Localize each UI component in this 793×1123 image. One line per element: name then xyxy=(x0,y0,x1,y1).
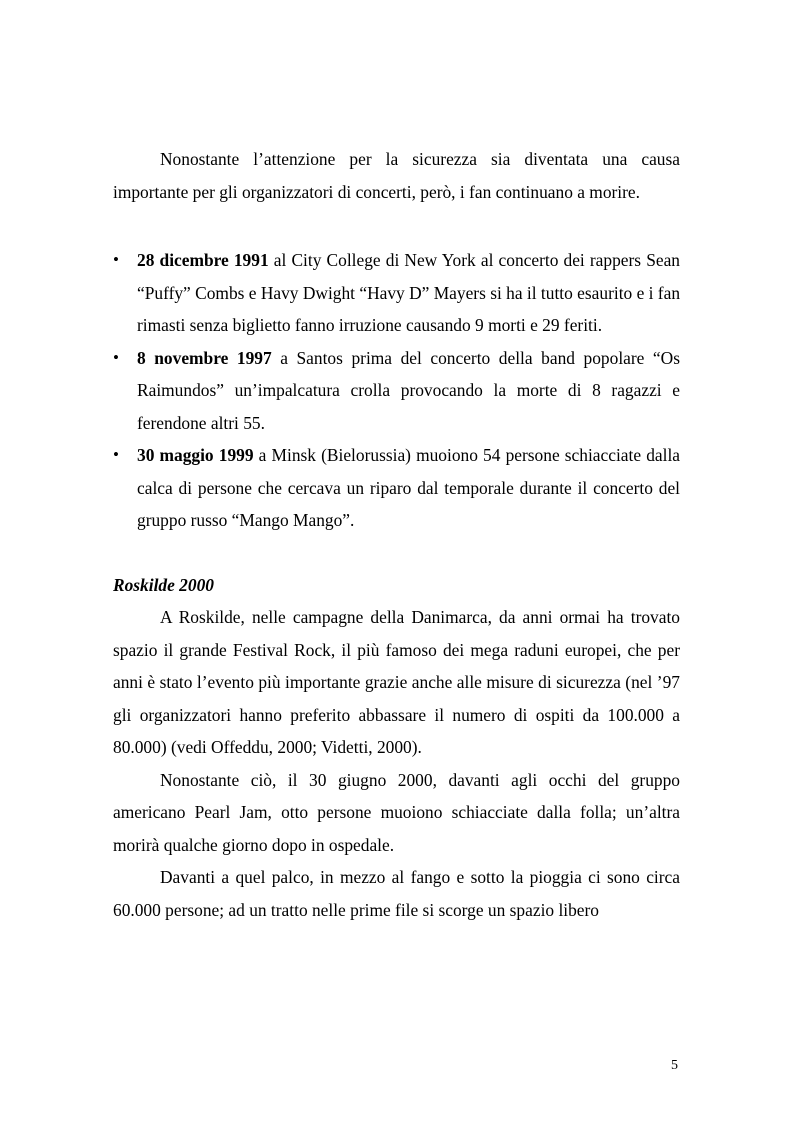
page-number: 5 xyxy=(671,1058,678,1073)
event-text: a Minsk (Bielorussia) muoiono 54 persone schiacciate dalla calca di persone che cercava un riparo dal temporale durante il concerto del gruppo russo “Mango Mango”. xyxy=(137,445,680,530)
body-paragraph: Nonostante ciò, il 30 giugno 2000, davanti agli occhi del gruppo americano Pearl Jam, otto persone muoiono schiacciate dalla folla; un’altra morirà qualche giorno dopo in ospedale. xyxy=(113,769,680,855)
intro-paragraph: Nonostante l’attenzione per la sicurezza sia diventata una causa importante per gli organizzatori di concerti, però, i fan continuano a morire. xyxy=(113,149,680,202)
event-date: 30 maggio 1999 xyxy=(137,445,254,465)
event-text: a Santos prima del concerto della band popolare “Os Raimundos” un’impalcatura crolla provocando la morte di 8 ragazzi e ferendone altri 55. xyxy=(137,347,680,433)
list-item xyxy=(113,244,680,342)
event-list xyxy=(113,244,680,537)
event-date: 28 dicembre 1991 xyxy=(137,250,269,270)
body-paragraph: Davanti a quel palco, in mezzo al fango e sotto la pioggia ci sono circa 60.000 persone; ad un tratto nelle prime file si scorge un spazio libero xyxy=(113,867,680,920)
event-text: al City College di New York al concerto dei rappers Sean “Puffy” Combs e Havy Dwight “Havy D” Mayers si ha il tutto esaurito e i fan rimasti senza biglietto fanno irruzione causando 9 morti e 29 feriti. xyxy=(137,250,681,335)
bullet-icon: • xyxy=(113,347,119,367)
section-title: Roskilde 2000 xyxy=(113,574,214,595)
body-paragraph: A Roskilde, nelle campagne della Danimarca, da anni ormai ha trovato spazio il grande Festival Rock, il più famoso dei mega raduni europei, che per anni è stato l’evento più importante grazie anche alle misure di sicurezza (nel ’97 gli organizzatori hanno preferito abbassare il numero di ospiti da 100.000 a 80.000) (vedi Offeddu, 2000; Videtti, 2000). xyxy=(113,607,680,757)
bullet-icon: • xyxy=(113,445,119,464)
bullet-icon: • xyxy=(113,250,119,269)
page-content xyxy=(113,143,680,926)
event-date: 8 novembre 1997 xyxy=(137,347,272,368)
list-item xyxy=(113,439,680,537)
list-item xyxy=(113,342,680,440)
